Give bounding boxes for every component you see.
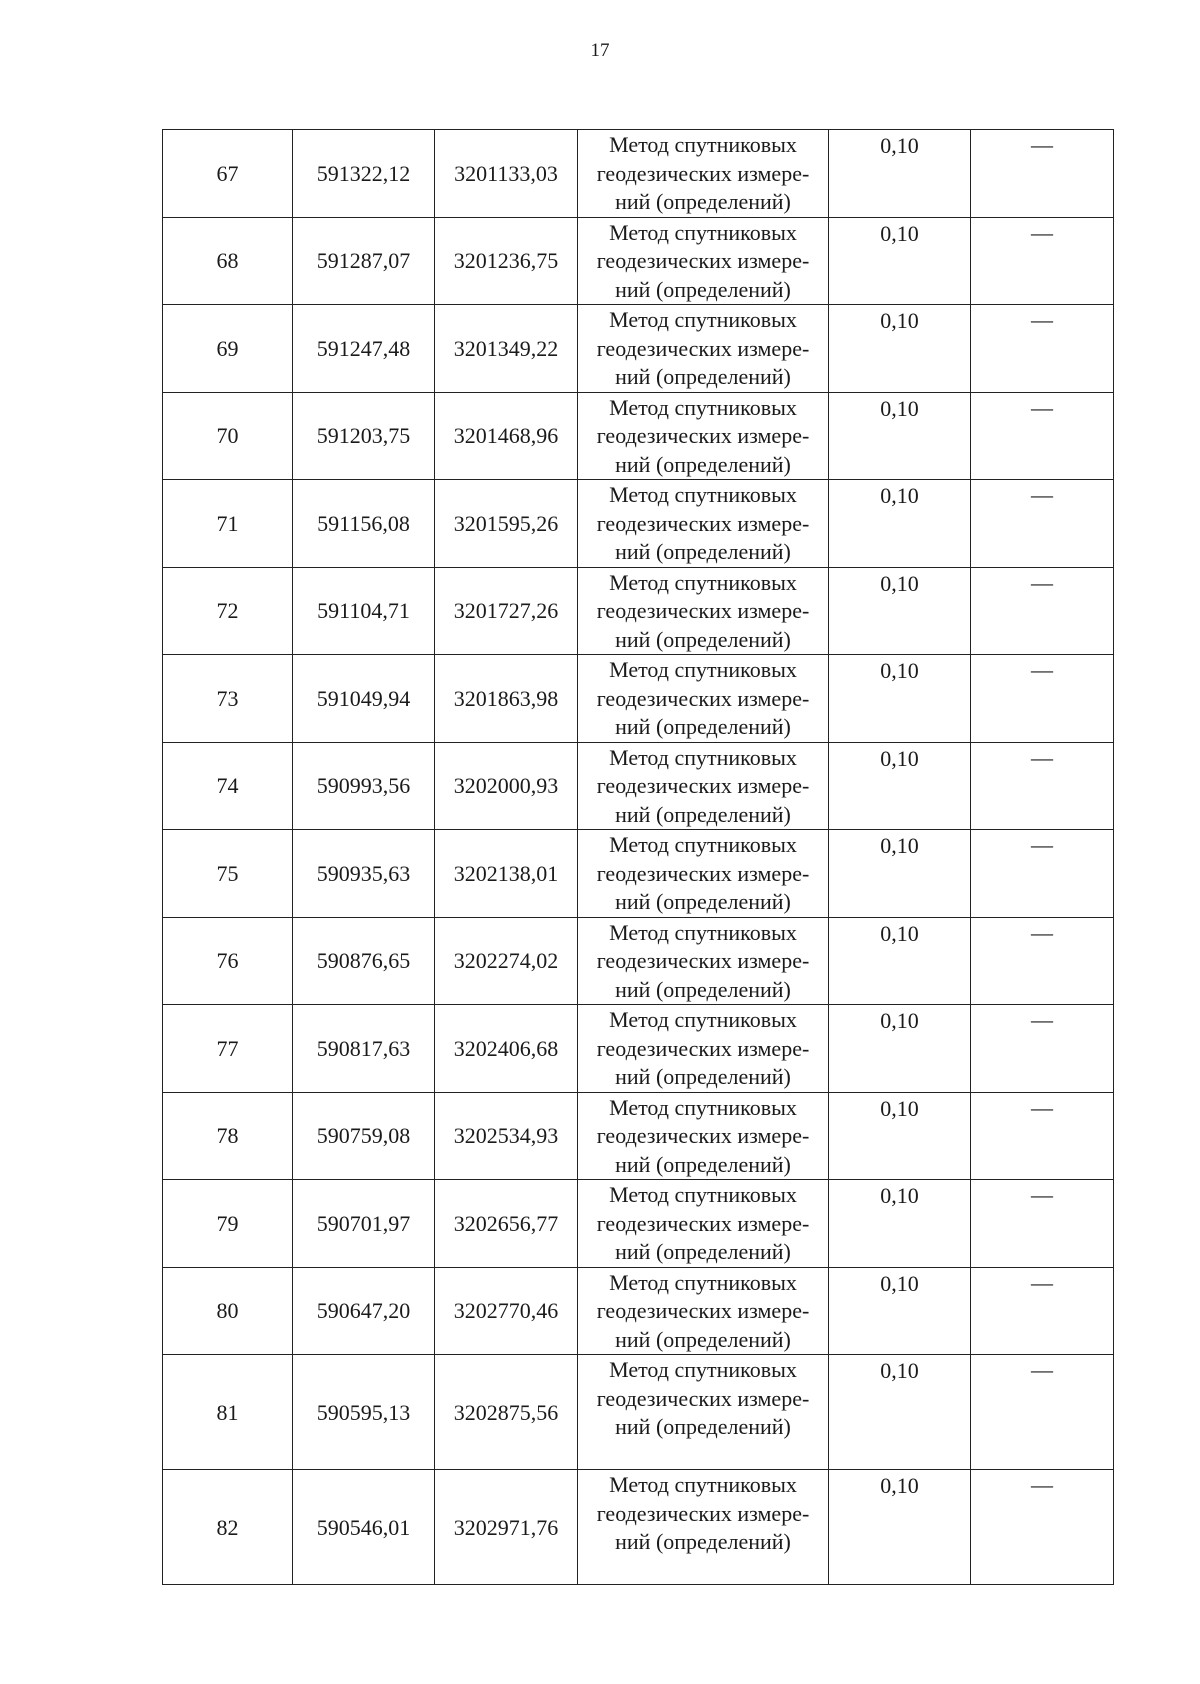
method-line: ний (определений) xyxy=(615,364,791,389)
point-number-cell: 79 xyxy=(163,1180,293,1268)
table-row xyxy=(163,305,1114,393)
method-line: Метод спутниковых xyxy=(609,1357,797,1382)
note-cell: — xyxy=(971,1470,1114,1585)
page-number: 17 xyxy=(590,40,610,61)
x-coordinate-cell: 591287,07 xyxy=(293,217,435,305)
method-line: геодезических измере- xyxy=(596,685,810,711)
note-cell: — xyxy=(971,1355,1114,1470)
y-coordinate-cell: 3202534,93 xyxy=(435,1092,578,1180)
method-line: Метод спутниковых xyxy=(609,1007,797,1032)
y-coordinate-cell: 3201863,98 xyxy=(435,655,578,743)
method-line: Метод спутниковых xyxy=(609,569,797,595)
method-cell xyxy=(578,1092,829,1180)
method-line: геодезических измере- xyxy=(596,1298,810,1323)
method-line: геодезических измере- xyxy=(596,1035,810,1061)
method-cell xyxy=(578,1267,829,1355)
method-line: Метод спутниковых xyxy=(609,832,797,857)
accuracy-cell: 0,10 xyxy=(829,392,971,480)
point-number-cell: 77 xyxy=(163,1005,293,1093)
method-line: ний (определений) xyxy=(615,1414,791,1439)
method-line: Метод спутниковых xyxy=(609,1182,797,1207)
table-row xyxy=(163,130,1114,218)
accuracy-cell: 0,10 xyxy=(829,655,971,743)
point-number-cell: 80 xyxy=(163,1267,293,1355)
method-line: геодезических измере- xyxy=(596,423,810,448)
x-coordinate-cell: 590759,08 xyxy=(293,1092,435,1180)
table-row xyxy=(163,1267,1114,1355)
point-number-cell: 81 xyxy=(163,1355,293,1470)
method-line: Метод спутниковых xyxy=(609,132,797,157)
accuracy-cell: 0,10 xyxy=(829,480,971,568)
table-row xyxy=(163,655,1114,743)
y-coordinate-cell: 3201236,75 xyxy=(435,217,578,305)
y-coordinate-cell: 3201349,22 xyxy=(435,305,578,393)
method-cell xyxy=(578,830,829,918)
method-line: ний (определений) xyxy=(615,1529,791,1554)
method-line: геодезических измере- xyxy=(596,598,810,623)
accuracy-cell: 0,10 xyxy=(829,1180,971,1268)
x-coordinate-cell: 591322,12 xyxy=(293,130,435,218)
method-cell xyxy=(578,217,829,305)
table-row xyxy=(163,567,1114,655)
method-line: Метод спутниковых xyxy=(609,394,797,420)
method-line: Метод спутниковых xyxy=(609,1269,797,1295)
method-line: геодезических измере- xyxy=(596,1385,810,1411)
note-cell: — xyxy=(971,305,1114,393)
method-line: геодезических измере- xyxy=(596,1123,810,1148)
x-coordinate-cell: 591247,48 xyxy=(293,305,435,393)
method-line: геодезических измере- xyxy=(596,510,810,536)
accuracy-cell: 0,10 xyxy=(829,830,971,918)
y-coordinate-cell: 3202274,02 xyxy=(435,917,578,1005)
method-cell xyxy=(578,1180,829,1268)
method-line: Метод спутниковых xyxy=(609,744,797,770)
accuracy-cell: 0,10 xyxy=(829,305,971,393)
method-line: Метод спутниковых xyxy=(609,1094,797,1120)
method-line: геодезических измере- xyxy=(596,948,810,973)
method-line: Метод спутниковых xyxy=(609,919,797,945)
method-cell xyxy=(578,742,829,830)
x-coordinate-cell: 591104,71 xyxy=(293,567,435,655)
note-cell: — xyxy=(971,130,1114,218)
method-cell xyxy=(578,130,829,218)
accuracy-cell: 0,10 xyxy=(829,1005,971,1093)
x-coordinate-cell: 590701,97 xyxy=(293,1180,435,1268)
method-cell xyxy=(578,567,829,655)
note-cell: — xyxy=(971,480,1114,568)
point-number-cell: 70 xyxy=(163,392,293,480)
method-line: геодезических измере- xyxy=(596,773,810,798)
accuracy-cell: 0,10 xyxy=(829,1267,971,1355)
method-line: Метод спутниковых xyxy=(609,219,797,245)
point-number-cell: 72 xyxy=(163,567,293,655)
method-line: ний (определений) xyxy=(615,276,791,302)
note-cell: — xyxy=(971,917,1114,1005)
method-line: геодезических измере- xyxy=(596,160,810,186)
table-row xyxy=(163,1470,1114,1585)
method-cell xyxy=(578,1470,829,1585)
note-cell: — xyxy=(971,392,1114,480)
method-line: Метод спутниковых xyxy=(609,657,797,682)
table-row xyxy=(163,917,1114,1005)
table-row xyxy=(163,1092,1114,1180)
table-row xyxy=(163,1180,1114,1268)
method-line: ний (определений) xyxy=(615,626,791,652)
note-cell: — xyxy=(971,1267,1114,1355)
method-line: ний (определений) xyxy=(615,1326,791,1352)
method-line: Метод спутниковых xyxy=(609,1472,797,1497)
method-line: Метод спутниковых xyxy=(609,307,797,332)
note-cell: — xyxy=(971,567,1114,655)
table-row xyxy=(163,392,1114,480)
x-coordinate-cell: 590647,20 xyxy=(293,1267,435,1355)
method-line: геодезических измере- xyxy=(596,1500,810,1526)
method-line: геодезических измере- xyxy=(596,1210,810,1236)
accuracy-cell: 0,10 xyxy=(829,917,971,1005)
x-coordinate-cell: 590817,63 xyxy=(293,1005,435,1093)
coordinates-table-body xyxy=(163,130,1114,1585)
y-coordinate-cell: 3201468,96 xyxy=(435,392,578,480)
accuracy-cell: 0,10 xyxy=(829,1470,971,1585)
point-number-cell: 74 xyxy=(163,742,293,830)
method-line: ний (определений) xyxy=(615,976,791,1002)
method-line: ний (определений) xyxy=(615,1239,791,1264)
table-row xyxy=(163,480,1114,568)
y-coordinate-cell: 3202971,76 xyxy=(435,1470,578,1585)
table-row xyxy=(163,1005,1114,1093)
method-line: ний (определений) xyxy=(615,451,791,477)
note-cell: — xyxy=(971,1092,1114,1180)
y-coordinate-cell: 3202656,77 xyxy=(435,1180,578,1268)
point-number-cell: 71 xyxy=(163,480,293,568)
note-cell: — xyxy=(971,1180,1114,1268)
method-line: ний (определений) xyxy=(615,714,791,739)
accuracy-cell: 0,10 xyxy=(829,567,971,655)
y-coordinate-cell: 3202138,01 xyxy=(435,830,578,918)
x-coordinate-cell: 590935,63 xyxy=(293,830,435,918)
y-coordinate-cell: 3202000,93 xyxy=(435,742,578,830)
point-number-cell: 76 xyxy=(163,917,293,1005)
x-coordinate-cell: 591203,75 xyxy=(293,392,435,480)
accuracy-cell: 0,10 xyxy=(829,217,971,305)
method-cell xyxy=(578,480,829,568)
accuracy-cell: 0,10 xyxy=(829,742,971,830)
point-number-cell: 69 xyxy=(163,305,293,393)
note-cell: — xyxy=(971,217,1114,305)
method-cell xyxy=(578,1355,829,1470)
method-cell xyxy=(578,392,829,480)
method-line: ний (определений) xyxy=(615,889,791,914)
note-cell: — xyxy=(971,655,1114,743)
y-coordinate-cell: 3201727,26 xyxy=(435,567,578,655)
accuracy-cell: 0,10 xyxy=(829,130,971,218)
method-line: геодезических измере- xyxy=(596,860,810,886)
point-number-cell: 68 xyxy=(163,217,293,305)
y-coordinate-cell: 3201133,03 xyxy=(435,130,578,218)
x-coordinate-cell: 590876,65 xyxy=(293,917,435,1005)
method-line: ний (определений) xyxy=(615,539,791,564)
y-coordinate-cell: 3202875,56 xyxy=(435,1355,578,1470)
table-row xyxy=(163,217,1114,305)
table-row xyxy=(163,742,1114,830)
accuracy-cell: 0,10 xyxy=(829,1092,971,1180)
table-row xyxy=(163,830,1114,918)
x-coordinate-cell: 591156,08 xyxy=(293,480,435,568)
note-cell: — xyxy=(971,830,1114,918)
accuracy-cell: 0,10 xyxy=(829,1355,971,1470)
method-line: ний (определений) xyxy=(615,1064,791,1089)
method-cell xyxy=(578,305,829,393)
x-coordinate-cell: 590595,13 xyxy=(293,1355,435,1470)
method-line: геодезических измере- xyxy=(596,335,810,361)
point-number-cell: 73 xyxy=(163,655,293,743)
y-coordinate-cell: 3202770,46 xyxy=(435,1267,578,1355)
y-coordinate-cell: 3201595,26 xyxy=(435,480,578,568)
table-row xyxy=(163,1355,1114,1470)
note-cell: — xyxy=(971,742,1114,830)
note-cell: — xyxy=(971,1005,1114,1093)
method-line: Метод спутниковых xyxy=(609,482,797,507)
method-line: ний (определений) xyxy=(615,1151,791,1177)
method-line: ний (определений) xyxy=(615,801,791,827)
x-coordinate-cell: 591049,94 xyxy=(293,655,435,743)
y-coordinate-cell: 3202406,68 xyxy=(435,1005,578,1093)
method-line: ний (определений) xyxy=(615,189,791,214)
point-number-cell: 82 xyxy=(163,1470,293,1585)
point-number-cell: 67 xyxy=(163,130,293,218)
x-coordinate-cell: 590993,56 xyxy=(293,742,435,830)
coordinates-table xyxy=(162,129,1114,1585)
method-cell xyxy=(578,655,829,743)
method-cell xyxy=(578,1005,829,1093)
method-cell xyxy=(578,917,829,1005)
method-line: геодезических измере- xyxy=(596,248,810,273)
point-number-cell: 75 xyxy=(163,830,293,918)
x-coordinate-cell: 590546,01 xyxy=(293,1470,435,1585)
point-number-cell: 78 xyxy=(163,1092,293,1180)
